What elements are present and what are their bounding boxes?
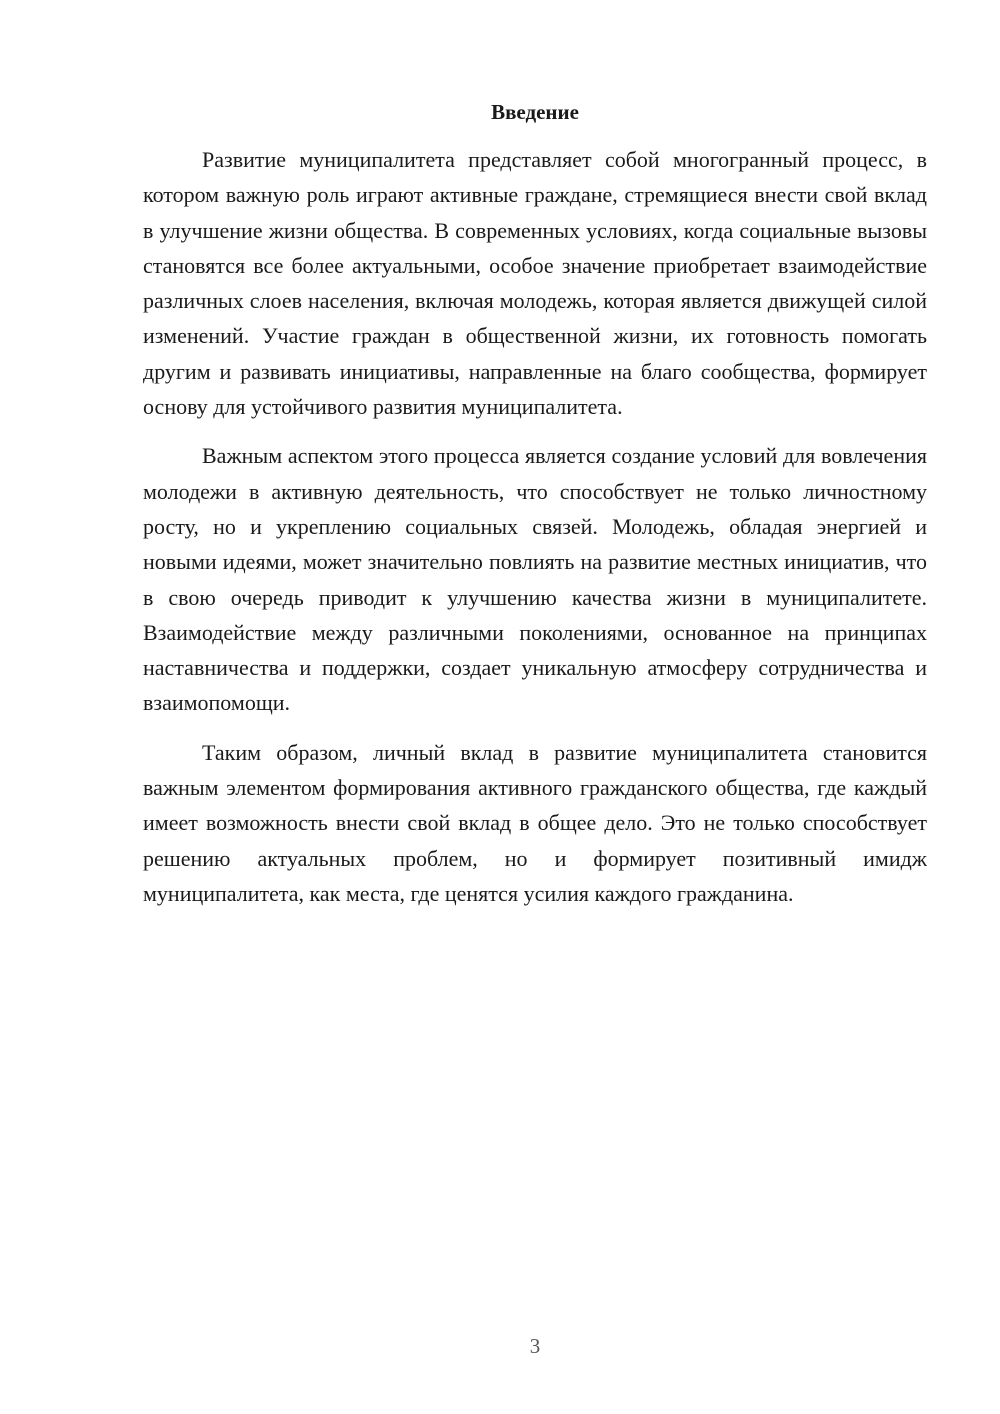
paragraph-1: Развитие муниципалитета представляет собой многогранный процесс, в котором важную роль играют активные граждане, стремящиеся внести свой вклад в улучшение жизни общества. В современных условиях, когда социальные вызовы становятся все более актуальными, особое значение приобретает взаимодействие различных слоев населения, включая молодежь, которая является движущей силой изменений. Участие граждан в общественной жизни, их готовность помогать другим и развивать инициативы, направленные на благо сообщества, формирует основу для устойчивого развития муниципалитета. bbox=[143, 147, 927, 420]
page-number: 3 bbox=[529, 1334, 541, 1358]
paragraph-2: Важным аспектом этого процесса является создание условий для вовлечения молодежи в активную деятельность, что способствует не только личностному росту, но и укреплению социальных связей. Молодежь, обладая энергией и новыми идеями, может значительно повлиять на развитие местных инициатив, что в свою очередь приводит к улучшению качества жизни в муниципалитете. Взаимодействие между различными поколениями, основанное на принципах наставничества и поддержки, создает уникальную атмосферу сотрудничества и взаимопомощи. bbox=[143, 443, 927, 716]
paragraph-3: Таким образом, личный вклад в развитие муниципалитета становится важным элементом формирования активного гражданского общества, где каждый имеет возможность внести свой вклад в общее дело. Это не только способствует решению актуальных проблем, но и формирует позитивный имидж муниципалитета, как места, где ценятся усилия каждого гражданина. bbox=[143, 739, 927, 906]
body-text bbox=[143, 142, 927, 925]
section-heading: Введение bbox=[491, 100, 579, 124]
